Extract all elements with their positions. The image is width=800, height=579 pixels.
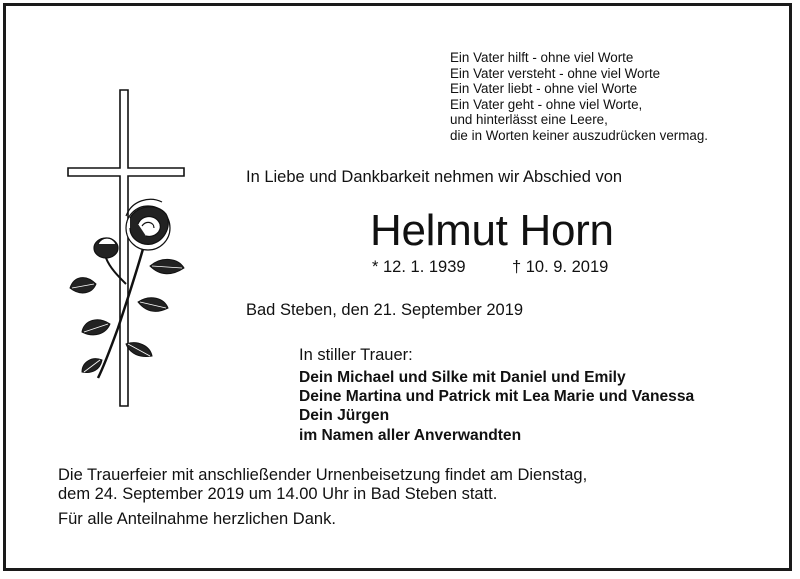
mourning-label: In stiller Trauer: (299, 346, 413, 364)
poem-line: und hinterlässt eine Leere, (450, 112, 608, 128)
poem-line: Ein Vater geht - ohne viel Worte, (450, 96, 643, 112)
family-list (299, 368, 694, 445)
ceremony-info (58, 466, 587, 505)
intro-text: In Liebe und Dankbarkeit nehmen wir Abschied von (246, 168, 623, 186)
poem-line: die in Worten keiner auszudrücken vermag. (450, 127, 709, 143)
ceremony-line: dem 24. September 2019 um 14.00 Uhr in Bad Steben statt. (58, 485, 498, 504)
poem-line: Ein Vater liebt - ohne viel Worte (450, 81, 638, 97)
family-member: Dein Michael und Silke mit Daniel und Emily (299, 369, 626, 386)
family-member: Deine Martina und Patrick mit Lea Marie und Vanessa (299, 388, 695, 406)
thanks-text: Für alle Anteilnahme herzlichen Dank. (58, 510, 336, 528)
family-member: Dein Jürgen (299, 407, 390, 425)
poem (450, 50, 708, 144)
poem-line: Ein Vater hilft - ohne viel Worte (450, 50, 634, 65)
deceased-name: Helmut Horn (370, 206, 614, 255)
place-date: Bad Steben, den 21. September 2019 (246, 301, 524, 319)
ceremony-line: Die Trauerfeier mit anschließender Urnenbeisetzung findet am Dienstag, (58, 466, 588, 484)
poem-line: Ein Vater versteht - ohne viel Worte (450, 65, 661, 81)
cross-with-rose-icon (66, 88, 186, 408)
death-date: † 10. 9. 2019 (512, 258, 609, 276)
family-member: im Namen aller Anverwandten (299, 426, 522, 444)
birth-date: * 12. 1. 1939 (372, 258, 466, 276)
